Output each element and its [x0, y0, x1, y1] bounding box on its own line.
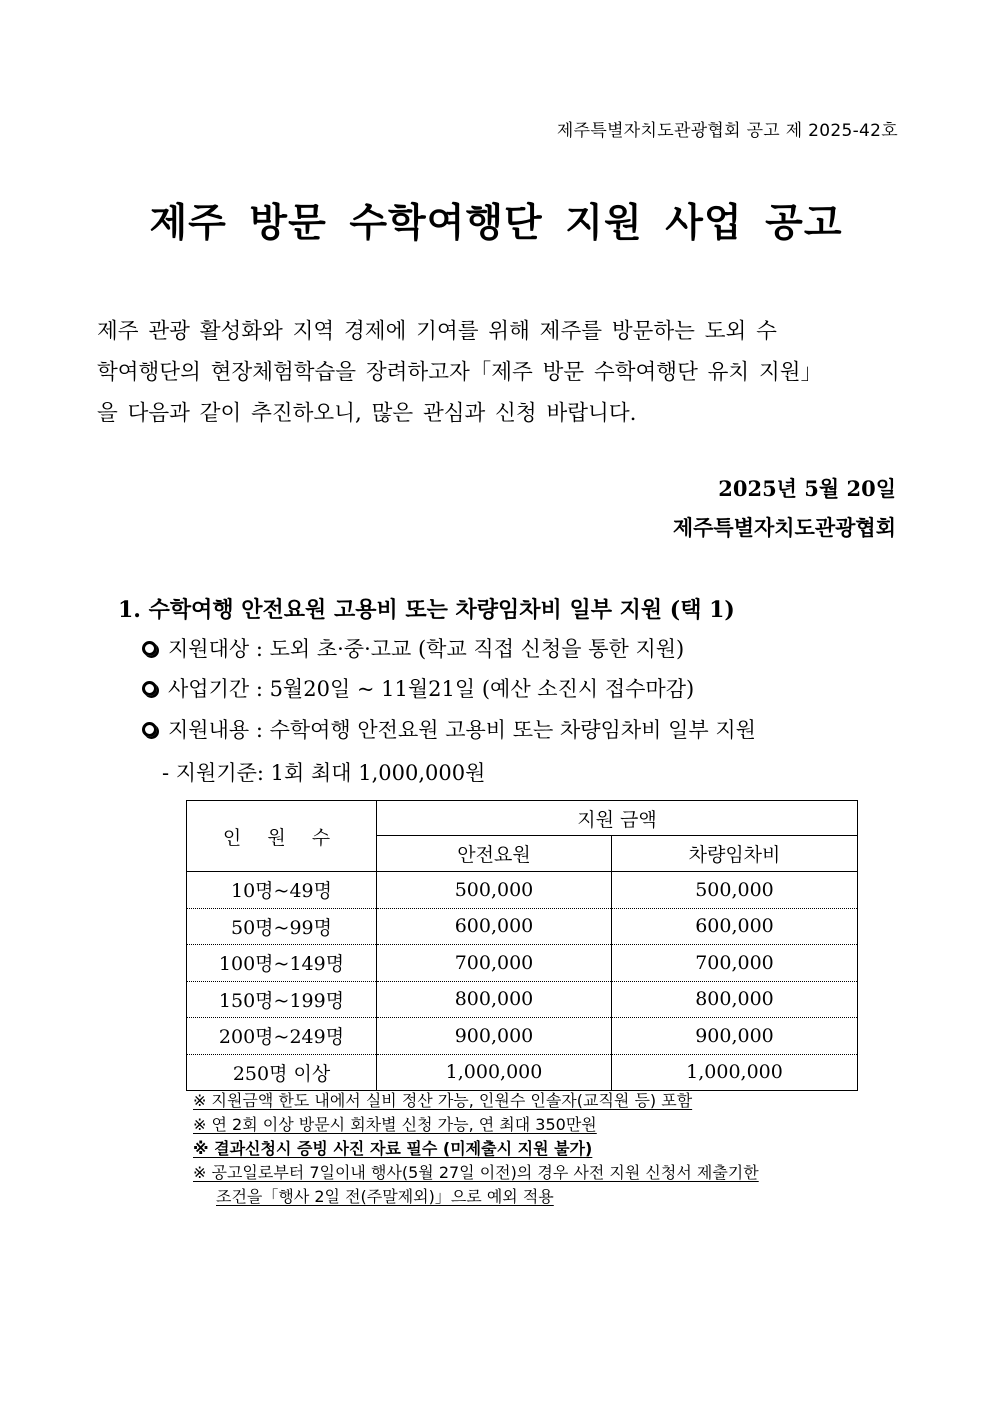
cell-safety: 600,000: [377, 908, 612, 945]
cell-headcount: 100명~149명: [187, 945, 377, 982]
cell-headcount: 200명~249명: [187, 1018, 377, 1055]
cell-vehicle: 500,000: [612, 872, 858, 909]
cell-headcount: 10명~49명: [187, 872, 377, 909]
announcement-date: 2025년 5월 20일: [718, 476, 896, 501]
cell-safety: 500,000: [377, 872, 612, 909]
table-row: [187, 945, 858, 982]
page-title: 제주 방문 수학여행단 지원 사업 공고: [149, 201, 843, 246]
header-support-amount: 지원 금액: [377, 801, 858, 836]
intro-line: 제주 관광 활성화와 지역 경제에 기여를 위해 제주를 방문하는 도외 수: [97, 319, 777, 344]
notes-list: [193, 1090, 759, 1210]
cell-headcount: 150명~199명: [187, 981, 377, 1018]
bullet-item-period: [142, 673, 694, 703]
cell-headcount: 50명~99명: [187, 908, 377, 945]
note-item: ※ 공고일로부터 7일이내 행사(5월 27일 이전)의 경우 사전 지원 신청서 제출기한: [193, 1163, 759, 1182]
bullet-text: 사업기간 : 5월20일 ~ 11월21일 (예산 소진시 접수마감): [168, 677, 695, 701]
support-criteria: - 지원기준: 1회 최대 1,000,000원: [162, 761, 486, 785]
note-item: ※ 연 2회 이상 방문시 회차별 신청 가능, 연 최대 350만원: [193, 1115, 597, 1134]
cell-headcount: 250명 이상: [187, 1054, 377, 1091]
notice-number: 제주특별자치도관광협회 공고 제 2025-42호: [556, 121, 898, 141]
cell-vehicle: 700,000: [612, 945, 858, 982]
table-row: [187, 1054, 858, 1091]
cell-safety: 900,000: [377, 1018, 612, 1055]
issuing-organization: 제주특별자치도관광협회: [672, 515, 896, 540]
cell-safety: 700,000: [377, 945, 612, 982]
cell-vehicle: 1,000,000: [612, 1054, 858, 1091]
note-item-required: ※ 결과신청시 증빙 사진 자료 필수 (미제출시 지원 불가): [193, 1139, 593, 1158]
table-row: [187, 908, 858, 945]
bullet-text: 지원대상 : 도외 초·중·고교 (학교 직접 신청을 통한 지원): [168, 637, 685, 661]
header-safety-staff: 안전요원: [377, 836, 612, 872]
table-row: [187, 1018, 858, 1055]
cell-safety: 1,000,000: [377, 1054, 612, 1091]
cell-vehicle: 900,000: [612, 1018, 858, 1055]
note-item-continuation: 조건을「행사 2일 전(주말제외)」으로 예외 적용: [216, 1187, 554, 1206]
table-row: [187, 872, 858, 909]
section-heading: 1. 수학여행 안전요원 고용비 또는 차량임차비 일부 지원 (택 1): [118, 597, 735, 623]
intro-paragraph: [97, 311, 903, 434]
header-vehicle-rental: 차량임차비: [612, 836, 858, 872]
table-row: [187, 981, 858, 1018]
cell-vehicle: 800,000: [612, 981, 858, 1018]
intro-line: 을 다음과 같이 추진하오니, 많은 관심과 신청 바랍니다.: [97, 401, 637, 426]
intro-line: 학여행단의 현장체험학습을 장려하고자「제주 방문 수학여행단 유치 지원」: [97, 360, 823, 385]
circle-bullet-icon: [142, 722, 157, 737]
cell-vehicle: 600,000: [612, 908, 858, 945]
support-amount-table: [186, 800, 858, 1091]
bullet-text: 지원내용 : 수학여행 안전요원 고용비 또는 차량임차비 일부 지원: [168, 718, 756, 742]
circle-bullet-icon: [142, 681, 157, 696]
circle-bullet-icon: [142, 641, 157, 656]
note-item: ※ 지원금액 한도 내에서 실비 정산 가능, 인원수 인솔자(교직원 등) 포함: [193, 1091, 693, 1110]
header-headcount: 인 원 수: [187, 801, 377, 872]
cell-safety: 800,000: [377, 981, 612, 1018]
bullet-item-target: [142, 633, 684, 663]
bullet-item-content: [142, 714, 756, 744]
